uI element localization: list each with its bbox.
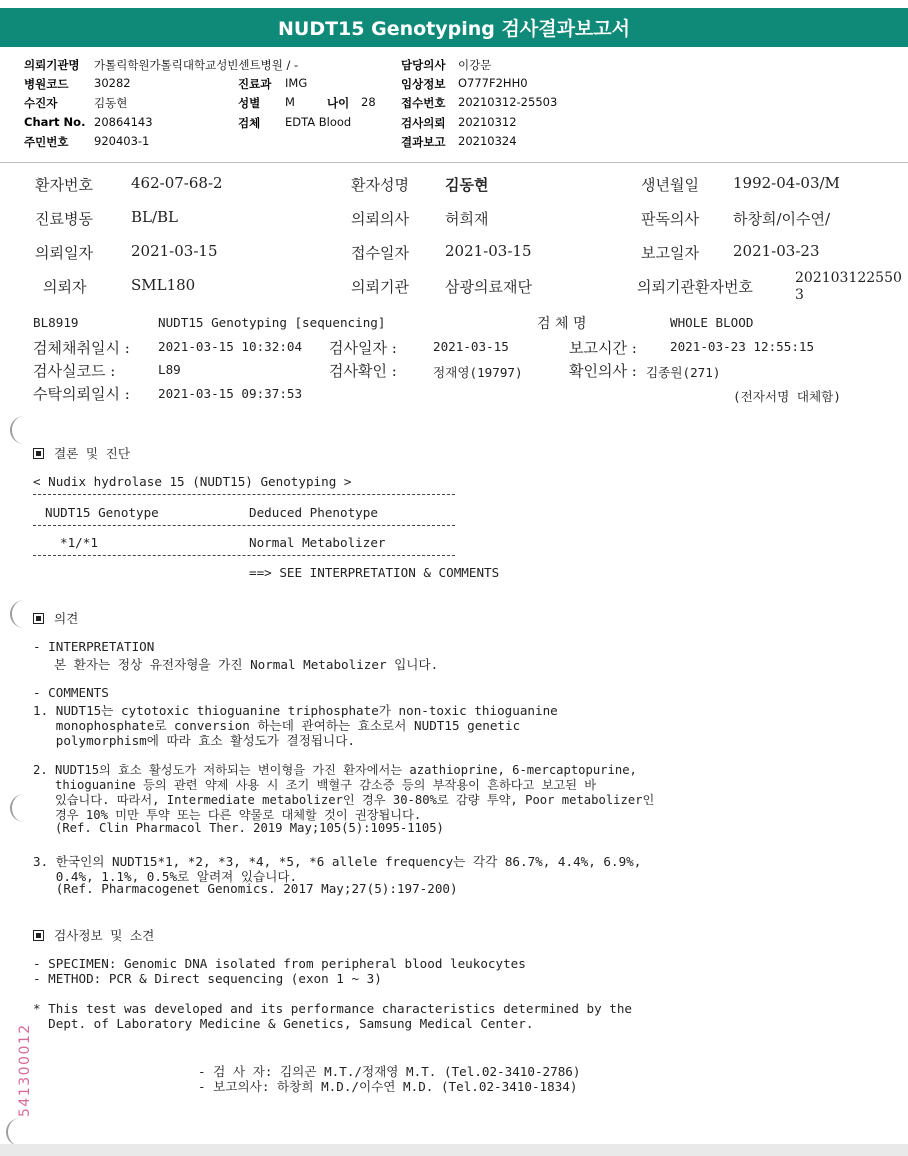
col-phenotype-header: Deduced Phenotype <box>249 505 378 520</box>
field-value: 2021-03-15 <box>131 242 218 260</box>
interp-title: - INTERPRETATION <box>33 639 155 654</box>
room-value: L89 <box>158 362 181 377</box>
field-label: 판독의사 <box>641 210 699 228</box>
header-label: 주민번호 <box>24 135 69 149</box>
note-line: * This test was developed and its performance characteristics determined by the <box>33 1001 632 1016</box>
header-label: 접수번호 <box>401 96 446 110</box>
heading-text: 의견 <box>54 611 79 626</box>
patient-name: 김동현 <box>445 176 489 194</box>
side-serial-number: 541300012 <box>17 1023 33 1117</box>
received-value: 2021-03-15 09:37:53 <box>158 386 303 401</box>
square-bullet-icon <box>33 930 44 941</box>
result-subtitle: < Nudix hydrolase 15 (NUDT15) Genotyping > <box>33 474 352 489</box>
report-title: NUDT15 Genotyping 검사결과보고서 <box>0 8 908 47</box>
header-label: 나이 <box>327 96 350 110</box>
field-label: 의뢰기관 <box>351 278 409 296</box>
comment-line: polymorphism에 따라 효소 활성도가 결정됩니다. <box>33 733 355 748</box>
test-name: NUDT15 Genotyping [sequencing] <box>158 315 386 330</box>
header-value: O777F2HH0 <box>458 76 528 90</box>
genotype-value: *1/*1 <box>60 535 98 550</box>
received-label: 수탁의뢰일시 : <box>33 385 130 403</box>
header-label: 임상정보 <box>401 77 446 91</box>
field-label: 의뢰일자 <box>35 244 93 262</box>
header-label: 성별 <box>238 96 261 110</box>
confirm-value: 정재영(19797) <box>433 365 523 380</box>
field-value: 삼광의료재단 <box>445 278 532 296</box>
header-value: 가톨릭학원가톨릭대학교성빈센트병원 / - <box>94 58 299 72</box>
collect-label: 검체채취일시 : <box>33 339 130 357</box>
header-value: EDTA Blood <box>285 115 352 129</box>
comment-line: 있습니다. 따라서, Intermediate metabolizer인 경우 30-80%로 감량 투약, Poor metabolizer인 <box>33 793 655 807</box>
field-label: 진료병동 <box>35 210 93 228</box>
field-label: 의뢰자 <box>43 278 87 296</box>
header-value: 20210324 <box>458 134 517 148</box>
header-label: 의뢰기관명 <box>24 58 80 72</box>
table-rule <box>33 494 455 495</box>
reporter-signature: - 보고의사: 하창희 M.D./이수연 M.D. (Tel.02-3410-1834) <box>198 1079 578 1094</box>
header-value: M <box>285 95 295 109</box>
header-label: 진료과 <box>238 77 272 91</box>
section-heading <box>33 443 130 462</box>
header-value: 김동현 <box>94 96 128 110</box>
field-value: 202103122550 <box>795 270 902 286</box>
section-heading <box>33 925 154 944</box>
field-value: BL/BL <box>131 208 179 226</box>
field-label: 환자성명 <box>351 176 409 194</box>
comment-line: (Ref. Clin Pharmacol Ther. 2019 May;105(5):1095-1105) <box>33 821 444 835</box>
see-comments: ==> SEE INTERPRETATION & COMMENTS <box>249 565 500 580</box>
header-label: Chart No. <box>24 115 86 129</box>
comment-line: 3. 한국인의 NUDT15*1, *2, *3, *4, *5, *6 allele frequency는 각각 86.7%, 4.4%, 6.9%, <box>33 854 642 869</box>
field-label: 생년월일 <box>641 176 699 194</box>
header-label: 병원코드 <box>24 77 69 91</box>
room-label: 검사실코드 : <box>33 362 116 380</box>
field-value: 1992-04-03/M <box>733 174 840 192</box>
comment-line: 1. NUDT15는 cytotoxic thioguanine triphosphate가 non-toxic thioguanine <box>33 703 558 718</box>
header-label: 수진자 <box>24 96 58 110</box>
header-value: 20210312 <box>458 115 517 129</box>
doctor-label: 확인의사 : <box>569 362 637 380</box>
header-label: 담당의사 <box>401 58 446 72</box>
esign-note: (전자서명 대체함) <box>733 389 841 404</box>
field-label: 환자번호 <box>35 176 93 194</box>
collect-value: 2021-03-15 10:32:04 <box>158 339 303 354</box>
field-label: 의뢰의사 <box>351 210 409 228</box>
section-heading <box>33 608 78 627</box>
field-value: 2021-03-15 <box>445 242 532 260</box>
testdate-label: 검사일자 : <box>329 339 397 357</box>
comments-title: - COMMENTS <box>33 685 109 700</box>
comment-line: thioguanine 등의 관련 약제 사용 시 조기 백혈구 감소증 등의 부작용이 흔하다고 보고된 바 <box>33 778 597 792</box>
header-label: 결과보고 <box>401 135 446 149</box>
doctor-value: 김종원(271) <box>646 365 721 380</box>
heading-text: 결론 및 진단 <box>54 446 130 461</box>
field-label: 보고일자 <box>641 244 699 262</box>
tester-signature: - 검 사 자: 김의곤 M.T./정재영 M.T. (Tel.02-3410-2786) <box>198 1064 581 1079</box>
specimen-value: WHOLE BLOOD <box>670 315 754 330</box>
field-label: 접수일자 <box>351 244 409 262</box>
header-label: 검체 <box>238 116 261 130</box>
comment-line: 0.4%, 1.1%, 0.5%로 알려져 있습니다. <box>33 869 298 884</box>
field-value: 462-07-68-2 <box>131 174 223 192</box>
field-value: 허희재 <box>445 210 489 228</box>
comment-line: 경우 10% 미만 투약 또는 다른 약물로 대체할 것이 권장됩니다. <box>33 808 422 822</box>
comment-line: (Ref. Pharmacogenet Genomics. 2017 May;27(5):197-200) <box>33 881 458 896</box>
col-genotype-header: NUDT15 Genotype <box>45 505 159 520</box>
field-label: 의뢰기관환자번호 <box>637 278 753 296</box>
specimen-line: - SPECIMEN: Genomic DNA isolated from peripheral blood leukocytes <box>33 956 526 971</box>
test-code: BL8919 <box>33 315 79 330</box>
header-value: IMG <box>285 76 308 90</box>
report-label: 보고시간 : <box>569 339 637 357</box>
testdate-value: 2021-03-15 <box>433 339 509 354</box>
heading-text: 검사정보 및 소견 <box>54 928 155 943</box>
table-rule <box>33 555 455 556</box>
header-label: 검사의뢰 <box>401 116 446 130</box>
header-value: 20864143 <box>94 115 153 129</box>
phenotype-value: Normal Metabolizer <box>249 535 386 550</box>
square-bullet-icon <box>33 613 44 624</box>
page-footer-bar <box>0 1144 908 1156</box>
field-value: 3 <box>795 287 804 303</box>
specimen-label: 검 체 명 <box>537 316 587 332</box>
method-line: - METHOD: PCR & Direct sequencing (exon 1 ~ 3) <box>33 971 382 986</box>
header-value: 28 <box>361 95 376 109</box>
field-value: 하창희/이수연/ <box>733 210 831 228</box>
report-value: 2021-03-23 12:55:15 <box>670 339 815 354</box>
square-bullet-icon <box>33 448 44 459</box>
field-value: 2021-03-23 <box>733 242 820 260</box>
header-value: 이강문 <box>458 58 492 72</box>
header-value: 920403-1 <box>94 134 150 148</box>
field-value: SML180 <box>131 276 196 294</box>
header-value: 20210312-25503 <box>458 95 558 109</box>
table-rule <box>33 525 455 526</box>
confirm-label: 검사확인 : <box>329 362 397 380</box>
interp-text: 본 환자는 정상 유전자형을 가진 Normal Metabolizer 입니다. <box>54 657 439 672</box>
note-line: Dept. of Laboratory Medicine & Genetics, Samsung Medical Center. <box>33 1016 534 1031</box>
comment-line: monophosphate로 conversion 하는데 관여하는 효소로서 NUDT15 genetic <box>33 718 521 733</box>
header-value: 30282 <box>94 76 131 90</box>
comment-line: 2. NUDT15의 효소 활성도가 저하되는 변이형을 가진 환자에서는 azathioprine, 6-mercaptopurine, <box>33 763 637 777</box>
